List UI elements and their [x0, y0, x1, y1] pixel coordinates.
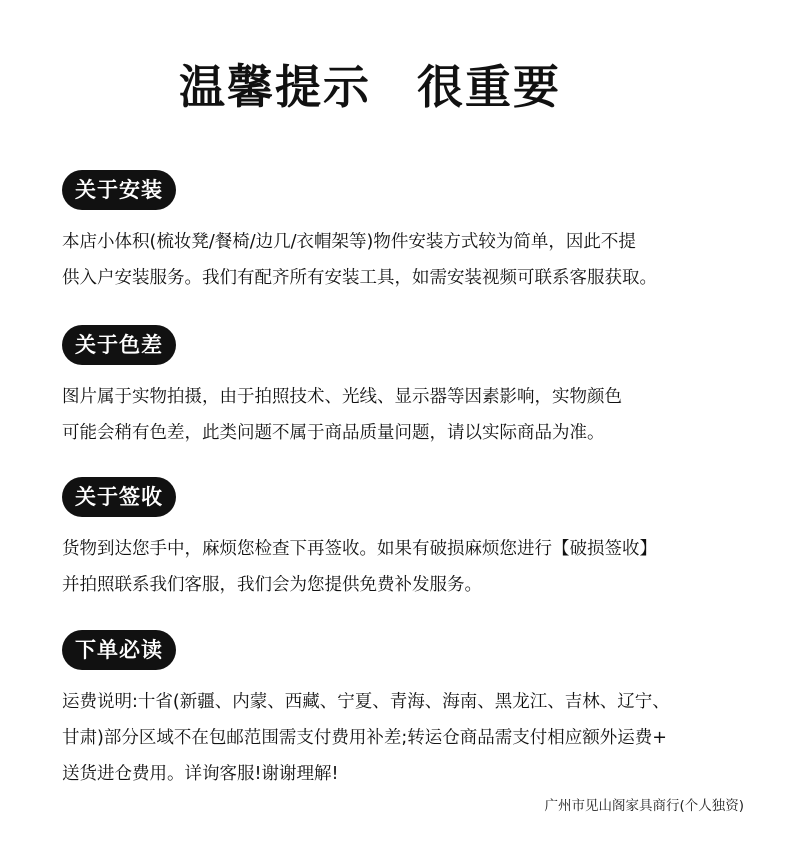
paragraph-line: 送货进仓费用。详询客服!谢谢理解! [62, 764, 339, 784]
section-heading-signing: 关于签收 [62, 477, 176, 517]
section-body-signing [62, 531, 762, 603]
section-order-notice [62, 630, 762, 792]
section-installation [62, 170, 762, 296]
section-signing [62, 477, 762, 603]
shop-name-footer: 广州市见山阁家具商行(个人独资) [544, 798, 744, 814]
paragraph-line: 图片属于实物拍摄，由于拍照技术、光线、显示器等因素影响，实物颜色 [62, 387, 622, 407]
page-title-part1: 温馨提示 [179, 60, 371, 114]
paragraph-line: 运费说明:十省(新疆、内蒙、西藏、宁夏、青海、海南、黑龙江、吉林、辽宁、 [62, 692, 670, 712]
section-body-order-notice [62, 684, 762, 792]
section-heading-color-difference: 关于色差 [62, 325, 176, 365]
paragraph-line: 可能会稍有色差，此类问题不属于商品质量问题，请以实际商品为准。 [62, 423, 605, 443]
paragraph-line: 并拍照联系我们客服，我们会为您提供免费补发服务。 [62, 575, 482, 595]
paragraph-line: 本店小体积(梳妆凳/餐椅/边几/衣帽架等)物件安装方式较为简单，因此不提 [62, 232, 636, 252]
page-title [0, 56, 740, 118]
section-body-color-difference [62, 379, 762, 451]
page-title-part2: 很重要 [417, 60, 561, 114]
section-color-difference [62, 325, 762, 451]
section-body-installation [62, 224, 762, 296]
paragraph-line: 供入户安装服务。我们有配齐所有安装工具，如需安装视频可联系客服获取。 [62, 268, 657, 288]
paragraph-line: 货物到达您手中，麻烦您检查下再签收。如果有破损麻烦您进行【破损签收】 [62, 539, 657, 559]
section-heading-installation: 关于安装 [62, 170, 176, 210]
paragraph-line: 甘肃)部分区域不在包邮范围需支付费用补差;转运仓商品需支付相应额外运费+ [62, 728, 667, 748]
section-heading-order-notice: 下单必读 [62, 630, 176, 670]
